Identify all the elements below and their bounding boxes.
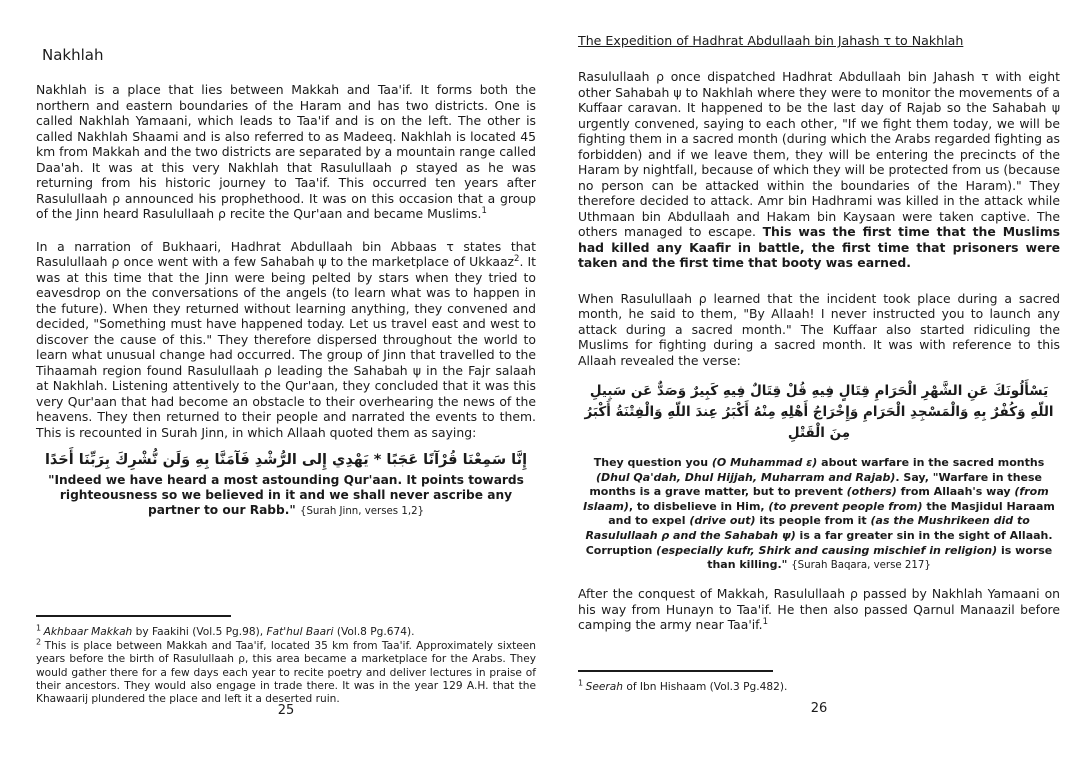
left-page	[36, 0, 536, 767]
footnote-divider	[578, 670, 773, 672]
arabic-verse: يَسْأَلُونَكَ عَنِ الشَّهْرِ الْحَرَامِ قِتَالٍ فِيهِ قُلْ قِتَالٌ فِيهِ كَبِيرٌ وَصَدٌّ عَن سَبِيلِ اللّهِ وَكُفْرٌ بِهِ وَالْمَسْجِدِ الْحَرَامِ وَإِخْرَاجُ أَهْلِهِ مِنْهُ أَكْبَرُ عِندَ اللّهِ وَالْفِتْنَةُ أَكْبَرُ مِنَ الْقَتْلِ	[584, 383, 1054, 441]
paragraph: After the conquest of Makkah, Rasulullaah ρ passed by Nakhlah Yamaani on his way from Hunayn to Taa'if. He then also passed Qarnul Manaazil before camping the army near Taa'if.$^1$	[578, 586, 1060, 633]
verse-translation: "Indeed we have heard a most astounding Qur'aan. It points towards righteousness so we believed in it and we shall never ascribe any partner to our Rabb." {Surah Jinn, verses 1,2}	[48, 473, 524, 518]
paragraph: Rasulullaah ρ once dispatched Hadhrat Abdullaah bin Jahash τ with eight other Sahabah ψ to Nakhlah where they were to monitor the movements of a Kuffaar caravan. It happened to be the last day of Rajab so the Sahabah ψ urgently convened, saying to each other, "If we fight them today, we will be fighting them in a sacred month (during which the Arabs regarded fighting as forbidden) and if we leave them, they will be entering the precincts of the Haram by nightfall, because of which they will be protected from us (because no person can be attacked within the boundaries of the Haram)." They therefore decided to attack. Amr bin Hadhrami was killed in the attack while Uthmaan bin Abdullaah and Hakam bin Kaysaan were taken captive. The others managed to escape. This was the first time that the Muslims had killed any Kaafir in battle, the first time that prisoners were taken and the first time that booty was earned.	[578, 69, 1060, 270]
footnote: $^1$ Akhbaar Makkah by Faakihi (Vol.5 Pg.98), Fat'hul Baari (Vol.8 Pg.674).	[36, 623, 415, 638]
footnote: $^2$ This is place between Makkah and Taa'if, located 35 km from Taa'if. Approximately sixteen years before the birth of Rasulullaah ρ, this area became a marketplace for the Arabs. They would gather there for a few days each year to recite poetry and deliver lectures in praise of their ancestors. They would also engage in trade there. It was in the year 129 A.H. that the Khawaarij plundered the place and left it a deserted ruin.	[36, 637, 537, 706]
paragraph: When Rasulullaah ρ learned that the incident took place during a sacred month, he said to them, "By Allaah! I never instructed you to launch any attack during a sacred month." The Kuffaar also started ridiculing the Muslims for fighting during a sacred month. It was with reference to this Allaah revealed the verse:	[578, 290, 1060, 368]
arabic-verse: إِنَّا سَمِعْنَا قُرْآنًا عَجَبًا * يَهْدِي إِلى الرُّشْدِ فَآمَنَّا بِهِ وَلَن نُّشْرِكَ بِرَبِّنَا أَحَدًا	[44, 452, 528, 468]
paragraph: Nakhlah is a place that lies between Makkah and Taa'if. It forms both the northern and eastern boundaries of the Haram and has two districts. One is called Nakhlah Yamaani, which leads to Taa'if and is on the left. The other is called Nakhlah Shaami and is also referred to as Madeeq. Nakhlah is located 45 km from Makkah and the two districts are separated by a mountain range called Daa'ah. It was at this very Nakhlah that Rasulullaah ρ stayed as he was returning from his historic journey to Taa'if. This occurred ten years after Rasulullaah ρ announced his prophethood. It was on this occasion that a group of the Jinn heard Rasulullaah ρ recite the Qur'aan and became Muslims.$^1$	[36, 82, 536, 221]
right-page	[578, 0, 1060, 767]
page-number: 26	[810, 701, 828, 716]
footnote: $^1$ Seerah of Ibn Hishaam (Vol.3 Pg.482).	[578, 678, 788, 693]
paragraph: In a narration of Bukhaari, Hadhrat Abdullaah bin Abbaas τ states that Rasulullaah ρ once went with a few Sahabah ψ to the marketplace of Ukkaaz$^2$. It was at this time that the Jinn were being pelted by stars when they tried to eavesdrop on the conversations of the angels (to learn what was to happen in the future). When they returned without learning anything, they convened and decided, "Something must have happened today. Let us travel east and west to discover the cause of this." They therefore dispersed throughout the world to learn what unusual change had occurred. The group of Jinn that travelled to the Tihaamah region found Rasulullaah ρ leading the Sahabah ψ in the Fajr salaah at Nakhlah. Listening attentively to the Qur'aan, they concluded that it was this very Qur'aan that had become an obstacle to their overhearing the news of the heavens. They then returned to their people and narrated the events to them. This is recounted in Surah Jinn, in which Allaah quoted them as saying:	[36, 238, 537, 440]
chapter-heading: The Expedition of Hadhrat Abdullaah bin Jahash τ to Nakhlah	[578, 33, 964, 48]
footnote-section	[36, 615, 536, 707]
footnote-section	[578, 670, 1060, 695]
verse-translation: They question you (O Muhammad ε) about warfare in the sacred months (Dhul Qa'dah, Dhul Hijjah, Muharram and Rajab). Say, "Warfare in these months is a grave matter, but to prevent (others) from Allaah's way (from Islaam), to disbelieve in Him, (to prevent people from) the Masjidul Haraam and to expel (drive out) its people from it (as the Mushrikeen did to Rasulullaah ρ and the Sahabah ψ) is a far greater sin in the sight of Allaah. Corruption (especially kufr, Shirk and causing mischief in religion) is worse than killing." {Surah Baqara, verse 217}	[583, 456, 1055, 572]
page-title: Nakhlah	[42, 46, 104, 64]
page-number: 25	[277, 703, 295, 718]
footnote-divider	[36, 615, 231, 617]
